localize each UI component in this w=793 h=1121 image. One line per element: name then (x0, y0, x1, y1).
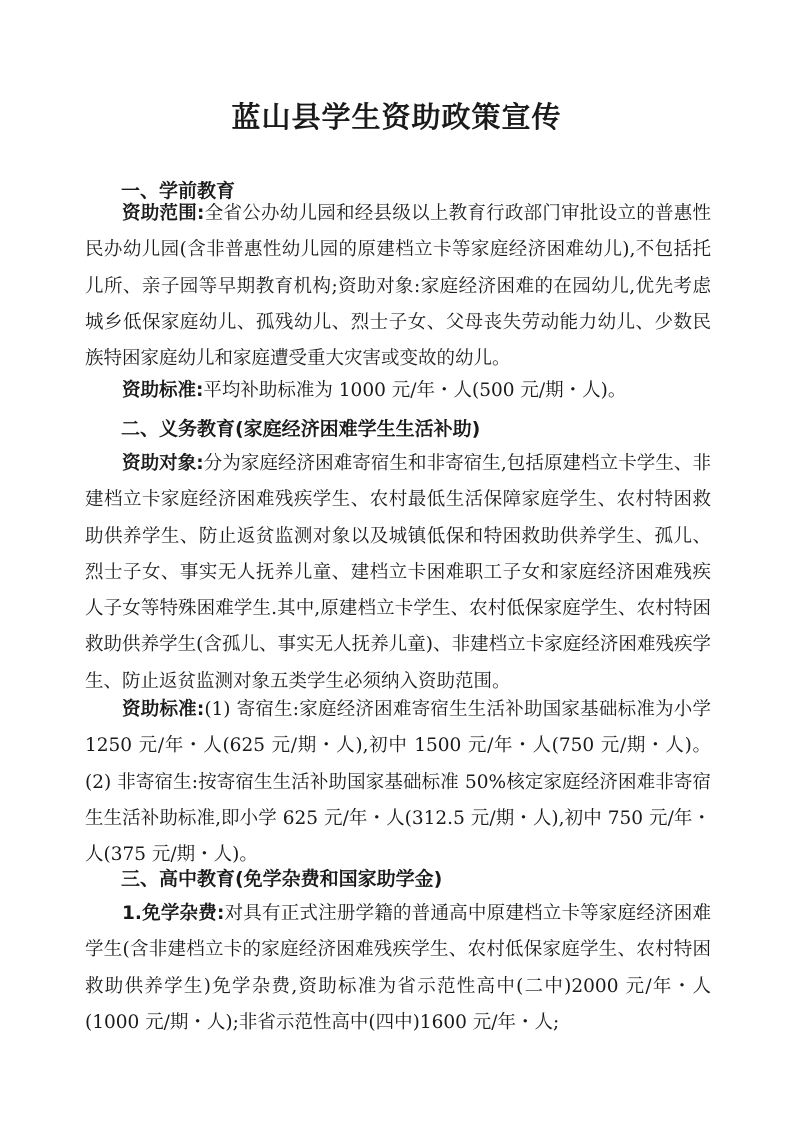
paragraph-text: 对具有正式注册学籍的普通高中原建档立卡等家庭经济困难学生(含非建档立卡的家庭经济困难残疾学生、农村低保家庭学生、农村特困救助供养学生)免学杂费,资助标准为省示范性高中(二中)2000 元/年・人(1000 元/期・人);非省示范性高中(四中)1600 元/年・人; (85, 903, 711, 1033)
paragraph-high-school-fee-waiver (85, 896, 711, 1041)
paragraph-text: (1) 寄宿生:家庭经济困难寄宿生生活补助国家基础标准为小学 1250 元/年・人(625 元/期・人),初中 1500 元/年・人(750 元/期・人)。(2) 非寄宿生:按寄宿生生活补助国家基础标准 50%核定家庭经济困难非寄宿生生活补助标准,即小学 625 元/年・人(312.5 元/期・人),初中 750 元/年・人(375 元/期・人)。 (85, 699, 711, 866)
paragraph-lead: 1.免学杂费: (122, 903, 225, 924)
paragraph-preschool-scope (85, 196, 711, 377)
paragraph-lead: 资助标准: (122, 380, 204, 401)
paragraph-text: 平均补助标准为 1000 元/年・人(500 元/期・人)。 (203, 380, 627, 401)
document-title: 蓝山县学生资助政策宣传 (231, 100, 562, 134)
section-heading-preschool: 一、学前教育 (121, 180, 236, 202)
paragraph-compulsory-targets (85, 446, 711, 700)
paragraph-text: 分为家庭经济困难寄宿生和非寄宿生,包括原建档立卡学生、非建档立卡家庭经济困难残疾学生、农村最低生活保障家庭学生、农村特困救助供养学生、防止返贫监测对象以及城镇低保和特困救助供养学生、孤儿、烈士子女、事实无人抚养儿童、建档立卡困难职工子女和家庭经济困难残疾人子女等特殊困难学生.其中,原建档立卡学生、农村低保家庭学生、农村特困救助供养学生(含孤儿、事实无人抚养儿童)、非建档立卡家庭经济困难残疾学生、防止返贫监测对象五类学生必须纳入资助范围。 (85, 453, 711, 692)
paragraph-lead: 资助范围: (122, 203, 205, 224)
section-heading-compulsory: 二、义务教育(家庭经济困难学生生活补助) (121, 418, 481, 440)
paragraph-compulsory-standard (85, 692, 711, 873)
paragraph-preschool-standard (85, 373, 711, 409)
section-heading-high-school: 三、高中教育(免学杂费和国家助学金) (121, 868, 443, 890)
paragraph-text: 全省公办幼儿园和经县级以上教育行政部门审批设立的普惠性民办幼儿园(含非普惠性幼儿园的原建档立卡等家庭经济困难幼儿),不包括托儿所、亲子园等早期教育机构;资助对象:家庭经济困难的在园幼儿,优先考虑城乡低保家庭幼儿、孤残幼儿、烈士子女、父母丧失劳动能力幼儿、少数民族特困家庭幼儿和家庭遭受重大灾害或变故的幼儿。 (85, 203, 711, 370)
paragraph-lead: 资助标准: (122, 699, 205, 720)
paragraph-lead: 资助对象: (122, 453, 204, 474)
